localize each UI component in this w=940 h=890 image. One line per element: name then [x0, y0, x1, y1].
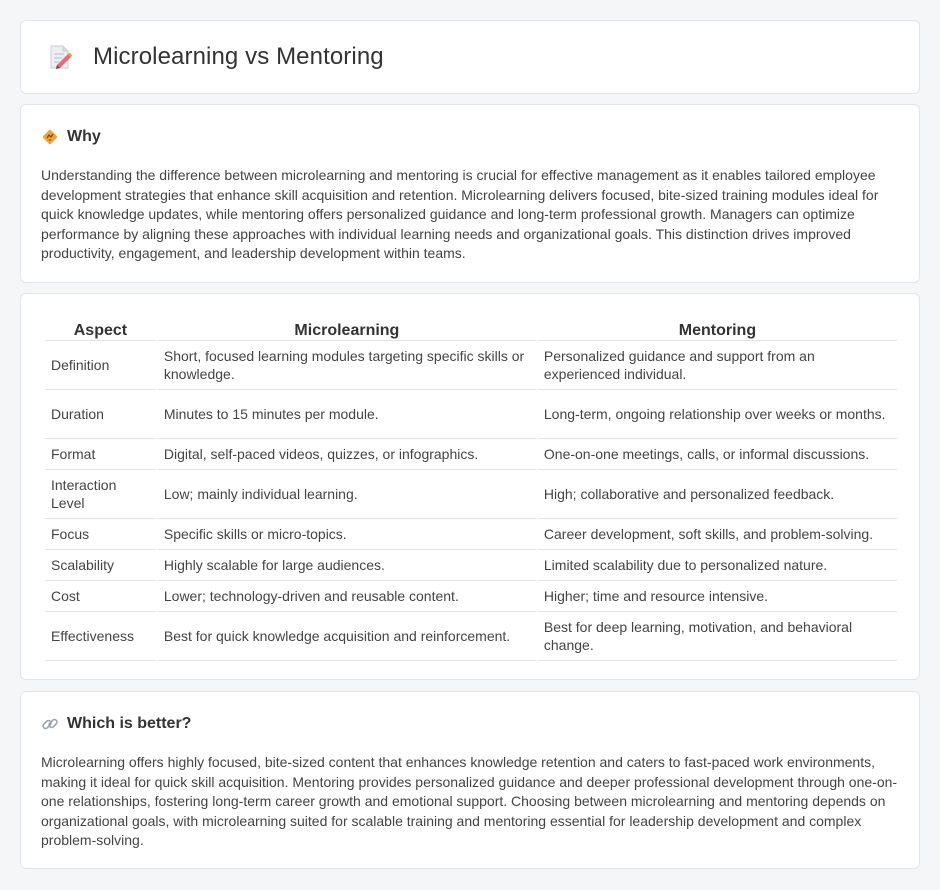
table-row	[45, 519, 897, 550]
cell-microlearning: Highly scalable for large audiences.	[158, 550, 536, 581]
link-icon	[41, 715, 59, 733]
cell-aspect: Cost	[45, 581, 156, 612]
header-mentoring: Mentoring	[538, 314, 897, 341]
cell-mentoring: Long-term, ongoing relationship over weeks or months.	[538, 390, 897, 439]
header-aspect: Aspect	[45, 314, 156, 341]
table-row	[45, 439, 897, 470]
cell-mentoring: Limited scalability due to personalized nature.	[538, 550, 897, 581]
better-card	[20, 691, 920, 869]
cell-microlearning: Lower; technology-driven and reusable content.	[158, 581, 536, 612]
cell-microlearning: Digital, self-paced videos, quizzes, or infographics.	[158, 439, 536, 470]
table-row	[45, 581, 897, 612]
why-heading	[41, 127, 899, 147]
cell-mentoring: Personalized guidance and support from an experienced individual.	[538, 341, 897, 390]
table-row	[45, 550, 897, 581]
cell-microlearning: Short, focused learning modules targeting specific skills or knowledge.	[158, 341, 536, 390]
table-row	[45, 390, 897, 439]
page-title: Microlearning vs Mentoring	[93, 43, 384, 70]
cell-mentoring: Career development, soft skills, and problem-solving.	[538, 519, 897, 550]
table-row	[45, 470, 897, 519]
cell-mentoring: Higher; time and resource intensive.	[538, 581, 897, 612]
better-title: Which is better?	[67, 715, 192, 732]
cell-mentoring: Best for deep learning, motivation, and behavioral change.	[538, 612, 897, 661]
cell-microlearning: Low; mainly individual learning.	[158, 470, 536, 519]
cell-microlearning: Specific skills or micro-topics.	[158, 519, 536, 550]
better-body: Microlearning offers highly focused, bite-sized content that enhances knowledge retention and caters to fast-paced work environments, making it ideal for quick skill acquisition. Mentoring provides personalized guidance and deeper professional development through one-on-one relationships, fostering long-term career growth and emotional support. Choosing between microlearning and mentoring depends on organizational goals, with microlearning suited for scalable training and mentoring essential for leadership development and complex problem-solving.	[41, 754, 898, 849]
why-title: Why	[67, 128, 101, 145]
cell-aspect: Focus	[45, 519, 156, 550]
document-pencil-icon	[47, 44, 73, 70]
why-card	[20, 104, 920, 283]
cell-aspect: Effectiveness	[45, 612, 156, 661]
table-row	[45, 341, 897, 390]
cell-aspect: Duration	[45, 390, 156, 439]
header-card	[20, 20, 920, 94]
cell-mentoring: One-on-one meetings, calls, or informal discussions.	[538, 439, 897, 470]
cell-microlearning: Best for quick knowledge acquisition and reinforcement.	[158, 612, 536, 661]
diamond-sign-icon	[41, 128, 59, 146]
cell-aspect: Definition	[45, 341, 156, 390]
header-microlearning: Microlearning	[158, 314, 536, 341]
table-header-row	[45, 314, 897, 341]
table-row	[45, 612, 897, 661]
cell-aspect: Format	[45, 439, 156, 470]
better-heading	[41, 714, 899, 734]
cell-microlearning: Minutes to 15 minutes per module.	[158, 390, 536, 439]
header-row	[21, 21, 919, 93]
cell-mentoring: High; collaborative and personalized feedback.	[538, 470, 897, 519]
why-body: Understanding the difference between microlearning and mentoring is crucial for effective management as it enables tailored employee development strategies that enhance skill acquisition and retention. Microlearning delivers focused, bite-sized training modules ideal for quick knowledge updates, while mentoring offers personalized guidance and long-term professional growth. Managers can optimize performance by aligning these approaches with individual learning needs and organizational goals. This distinction drives improved productivity, engagement, and leadership development within teams.	[41, 167, 879, 262]
cell-aspect: Scalability	[45, 550, 156, 581]
comparison-table	[43, 314, 899, 661]
comparison-card	[20, 293, 920, 680]
cell-aspect: Interaction Level	[45, 470, 156, 519]
